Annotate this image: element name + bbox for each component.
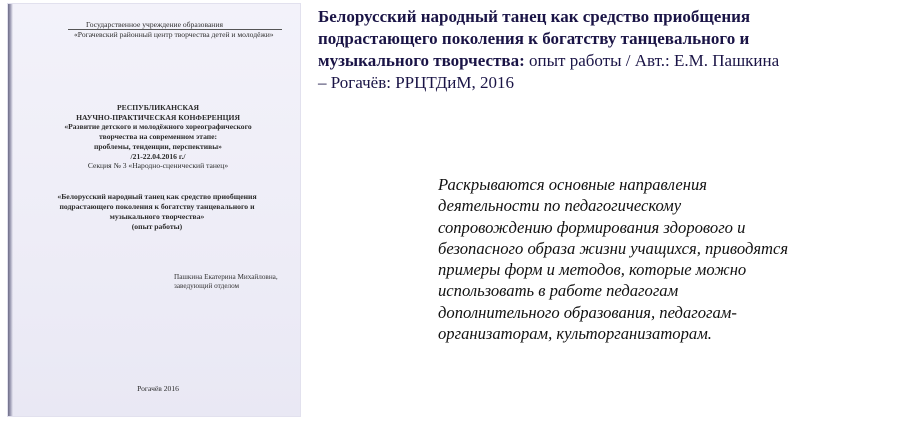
annotation-line: примеры форм и методов, которые можно <box>438 260 747 280</box>
conference-line: НАУЧНО-ПРАКТИЧЕСКАЯ КОНФЕРЕНЦИЯ <box>76 112 240 122</box>
annotation-line: дополнительного образования, педагогам- <box>438 302 737 322</box>
cover-title-line: (опыт работы) <box>131 221 183 231</box>
cover-title-line: подрастающего поколения к богатству танцевального и <box>59 201 255 211</box>
bib-publication-type-author: опыт работы / Авт.: Е.М. Пашкина <box>524 51 780 70</box>
cover-city-year: Рогачёв 2016 <box>137 384 179 393</box>
cover-author-name: Пашкина Екатерина Михайловна, <box>174 273 278 281</box>
cover-title <box>8 192 300 231</box>
annotation-line: использовать в работе педагогам <box>438 281 679 301</box>
annotation-line: безопасного образа жизни учащихся, приводятся <box>438 238 789 258</box>
annotation-line: деятельности по педагогическому <box>438 196 682 216</box>
bib-title-line: Белорусский народный танец как средство приобщения <box>318 7 751 26</box>
cover-institution-line: Государственное учреждение образования <box>86 20 223 29</box>
conference-section: Секция № 3 «Народно-сценический танец» <box>87 161 229 171</box>
cover-title-line: «Белорусский народный танец как средство приобщения <box>57 192 257 201</box>
conference-line: творчества на современном этапе: <box>98 132 218 142</box>
annotation <box>438 174 890 344</box>
bib-title-line: музыкального творчества: <box>318 51 525 70</box>
annotation-line: сопровождению формирования здорового и <box>438 217 746 237</box>
annotation-line: организаторам, культорганизаторам. <box>438 324 712 344</box>
cover-conference <box>8 103 300 171</box>
bib-title-line: подрастающего поколения к богатству танцевального и <box>318 29 750 48</box>
cover-page-scan <box>8 4 300 416</box>
annotation-line: Раскрываются основные направления <box>438 175 708 194</box>
header-underline <box>68 29 282 30</box>
cover-title-line: музыкального творчества» <box>109 211 205 221</box>
conference-line: РЕСПУБЛИКАНСКАЯ <box>117 103 199 112</box>
bibliographic-description <box>318 6 890 94</box>
cover-author-position: заведующий отделом <box>174 282 240 291</box>
conference-line: проблемы, тенденции, перспективы» <box>94 141 222 151</box>
conference-line: /21-22.04.2016 г./ <box>130 151 186 161</box>
conference-line: «Развитие детского и молодёжного хореографического <box>64 122 252 132</box>
cover-author <box>174 273 278 292</box>
bib-publisher-year: – Рогачёв: РРЦТДиМ, 2016 <box>318 73 515 92</box>
cover-institution-line: «Рогачевский районный центр творчества детей и молодёжи» <box>74 29 274 39</box>
